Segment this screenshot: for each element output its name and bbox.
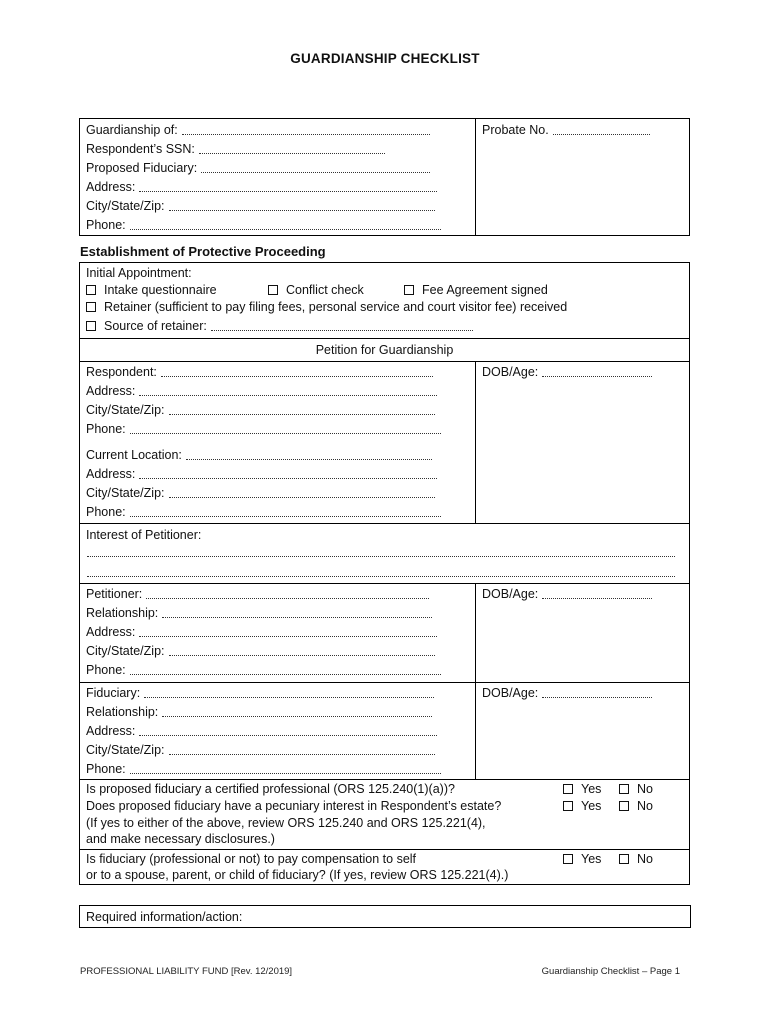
respondent-phone-label: Phone: — [86, 422, 126, 436]
compensation-no-label: No — [637, 852, 653, 866]
source-label: Source of retainer: — [104, 319, 207, 333]
petitioner-box — [79, 583, 690, 682]
column-divider — [475, 584, 476, 682]
question-compensation-line-2: or to a spouse, parent, or child of fiduciary? (If yes, review ORS 125.221(4).) — [86, 868, 509, 882]
city-state-zip-line[interactable] — [169, 200, 435, 211]
location-city-label: City/State/Zip: — [86, 486, 165, 500]
fee-agreement-checkbox[interactable] — [404, 285, 414, 295]
compensation-yes-row[interactable] — [563, 851, 601, 867]
location-city-line[interactable] — [169, 487, 435, 498]
city-state-zip-field[interactable] — [86, 198, 435, 214]
location-phone-label: Phone: — [86, 505, 126, 519]
conflict-label: Conflict check — [286, 283, 364, 297]
intake-checkbox-row[interactable] — [86, 282, 217, 298]
interest-line-2[interactable] — [87, 576, 675, 577]
respondent-phone-field[interactable] — [86, 421, 441, 437]
source-checkbox[interactable] — [86, 321, 96, 331]
petitioner-relationship-label: Relationship: — [86, 606, 159, 620]
petitioner-city-label: City/State/Zip: — [86, 644, 165, 658]
initial-appointment-box — [79, 262, 690, 338]
fiduciary-phone-field[interactable] — [86, 761, 441, 777]
respondent-ssn-line[interactable] — [199, 143, 385, 154]
fee-agreement-label: Fee Agreement signed — [422, 283, 548, 297]
fiduciary-phone-line[interactable] — [130, 763, 441, 774]
respondent-ssn-field[interactable] — [86, 141, 385, 157]
certified-no-row[interactable] — [619, 781, 653, 797]
location-address-line[interactable] — [139, 468, 437, 479]
guardianship-of-label: Guardianship of: — [86, 123, 178, 137]
compensation-yes-checkbox[interactable] — [563, 854, 573, 864]
fiduciary-dob-label: DOB/Age: — [482, 686, 539, 700]
current-location-label: Current Location: — [86, 448, 182, 462]
required-info-box[interactable] — [79, 905, 691, 928]
proposed-fiduciary-line[interactable] — [201, 162, 430, 173]
petitioner-label: Petitioner: — [86, 587, 143, 601]
petitioner-phone-label: Phone: — [86, 663, 126, 677]
intake-label: Intake questionnaire — [104, 283, 217, 297]
fiduciary-relationship-field[interactable] — [86, 704, 432, 720]
fiduciary-label: Fiduciary: — [86, 686, 141, 700]
question-compensation-line-1: Is fiduciary (professional or not) to pay compensation to self — [86, 852, 417, 866]
required-info-label: Required information/action: — [86, 910, 243, 924]
fiduciary-address-line[interactable] — [139, 725, 437, 736]
pecuniary-no-checkbox[interactable] — [619, 801, 629, 811]
fiduciary-address-label: Address: — [86, 724, 136, 738]
probate-no-label: Probate No. — [482, 123, 549, 137]
location-address-field[interactable] — [86, 466, 437, 482]
question-certified: Is proposed fiduciary a certified professional (ORS 125.240(1)(a))? — [86, 782, 455, 796]
column-divider — [475, 362, 476, 523]
fiduciary-box — [79, 682, 690, 779]
respondent-city-field[interactable] — [86, 402, 435, 418]
fiduciary-city-label: City/State/Zip: — [86, 743, 165, 757]
respondent-city-line[interactable] — [169, 404, 435, 415]
phone-line[interactable] — [130, 219, 441, 230]
question-note-line-1: (If yes to either of the above, review ORS 125.240 and ORS 125.221(4), — [86, 816, 486, 830]
respondent-box — [79, 361, 690, 523]
phone-label: Phone: — [86, 218, 126, 232]
header-box — [79, 118, 690, 236]
respondent-label: Respondent: — [86, 365, 157, 379]
page-title: GUARDIANSHIP CHECKLIST — [290, 51, 480, 66]
fiduciary-field[interactable] — [86, 685, 434, 701]
certified-yes-checkbox[interactable] — [563, 784, 573, 794]
petitioner-phone-field[interactable] — [86, 662, 441, 678]
fiduciary-dob-field[interactable] — [482, 685, 652, 701]
respondent-address-label: Address: — [86, 384, 136, 398]
location-phone-line[interactable] — [130, 506, 441, 517]
compensation-no-checkbox[interactable] — [619, 854, 629, 864]
certified-no-checkbox[interactable] — [619, 784, 629, 794]
petitioner-city-field[interactable] — [86, 643, 435, 659]
respondent-city-label: City/State/Zip: — [86, 403, 165, 417]
pecuniary-no-row[interactable] — [619, 798, 653, 814]
respondent-address-field[interactable] — [86, 383, 437, 399]
footer-right: Guardianship Checklist – Page 1 — [541, 966, 680, 977]
location-city-field[interactable] — [86, 485, 435, 501]
city-state-zip-label: City/State/Zip: — [86, 199, 165, 213]
column-divider — [475, 683, 476, 779]
source-line[interactable] — [211, 320, 473, 331]
location-phone-field[interactable] — [86, 504, 441, 520]
proposed-fiduciary-label: Proposed Fiduciary: — [86, 161, 198, 175]
petitioner-dob-field[interactable] — [482, 586, 652, 602]
intake-checkbox[interactable] — [86, 285, 96, 295]
pecuniary-no-label: No — [637, 799, 653, 813]
conflict-checkbox-row[interactable] — [268, 282, 364, 298]
retainer-checkbox-row[interactable] — [86, 299, 567, 315]
respondent-dob-line[interactable] — [542, 366, 652, 377]
initial-appointment-label: Initial Appointment: — [86, 266, 192, 280]
respondent-ssn-label: Respondent’s SSN: — [86, 142, 195, 156]
question-pecuniary: Does proposed fiduciary have a pecuniary interest in Respondent’s estate? — [86, 799, 502, 813]
probate-no-line[interactable] — [553, 124, 650, 135]
fiduciary-city-line[interactable] — [169, 744, 435, 755]
certified-yes-row[interactable] — [563, 781, 601, 797]
current-location-field[interactable] — [86, 447, 432, 463]
petitioner-line[interactable] — [146, 588, 429, 599]
address-field[interactable] — [86, 179, 437, 195]
petitioner-relationship-field[interactable] — [86, 605, 432, 621]
fiduciary-questions-box — [79, 779, 690, 849]
fiduciary-address-field[interactable] — [86, 723, 437, 739]
petition-heading: Petition for Guardianship — [315, 343, 454, 357]
certified-yes-label: Yes — [581, 782, 602, 796]
guardianship-of-line[interactable] — [182, 124, 430, 135]
respondent-dob-label: DOB/Age: — [482, 365, 539, 379]
address-line[interactable] — [139, 181, 437, 192]
fiduciary-phone-label: Phone: — [86, 762, 126, 776]
retainer-label: Retainer (sufficient to pay filing fees, personal service and court visitor fee) received — [104, 300, 568, 314]
certified-no-label: No — [637, 782, 653, 796]
respondent-dob-field[interactable] — [482, 364, 652, 380]
compensation-no-row[interactable] — [619, 851, 653, 867]
footer-left: PROFESSIONAL LIABILITY FUND [Rev. 12/2019] — [80, 966, 293, 977]
petitioner-dob-line[interactable] — [542, 588, 652, 599]
fiduciary-line[interactable] — [144, 687, 434, 698]
petitioner-relationship-line[interactable] — [162, 607, 432, 618]
location-address-label: Address: — [86, 467, 136, 481]
fiduciary-relationship-label: Relationship: — [86, 705, 159, 719]
guardianship-of-field[interactable] — [86, 122, 430, 138]
petitioner-field[interactable] — [86, 586, 429, 602]
probate-no-field[interactable] — [482, 122, 650, 138]
petitioner-address-label: Address: — [86, 625, 136, 639]
petitioner-address-line[interactable] — [139, 626, 437, 637]
fiduciary-dob-line[interactable] — [542, 687, 652, 698]
respondent-field[interactable] — [86, 364, 433, 380]
petitioner-address-field[interactable] — [86, 624, 437, 640]
compensation-question-box — [79, 849, 690, 885]
section-heading: Establishment of Protective Proceeding — [80, 244, 326, 259]
address-label: Address: — [86, 180, 136, 194]
petition-heading-box — [79, 338, 690, 361]
respondent-phone-line[interactable] — [130, 423, 441, 434]
respondent-address-line[interactable] — [139, 385, 437, 396]
petitioner-city-line[interactable] — [169, 645, 435, 656]
fiduciary-city-field[interactable] — [86, 742, 435, 758]
pecuniary-yes-checkbox[interactable] — [563, 801, 573, 811]
retainer-checkbox[interactable] — [86, 302, 96, 312]
phone-field[interactable] — [86, 217, 441, 233]
fiduciary-relationship-line[interactable] — [162, 706, 432, 717]
petitioner-phone-line[interactable] — [130, 664, 441, 675]
interest-box — [79, 523, 690, 583]
question-note-line-2: and make necessary disclosures.) — [86, 832, 275, 846]
compensation-yes-label: Yes — [581, 852, 602, 866]
column-divider — [475, 119, 476, 235]
conflict-checkbox[interactable] — [268, 285, 278, 295]
respondent-line[interactable] — [161, 366, 433, 377]
pecuniary-yes-label: Yes — [581, 799, 602, 813]
petitioner-dob-label: DOB/Age: — [482, 587, 539, 601]
fee-agreement-checkbox-row[interactable] — [404, 282, 548, 298]
pecuniary-yes-row[interactable] — [563, 798, 601, 814]
interest-label: Interest of Petitioner: — [86, 528, 202, 542]
proposed-fiduciary-field[interactable] — [86, 160, 430, 176]
source-checkbox-row[interactable] — [86, 318, 473, 334]
current-location-line[interactable] — [186, 449, 432, 460]
interest-line-1[interactable] — [87, 556, 675, 557]
